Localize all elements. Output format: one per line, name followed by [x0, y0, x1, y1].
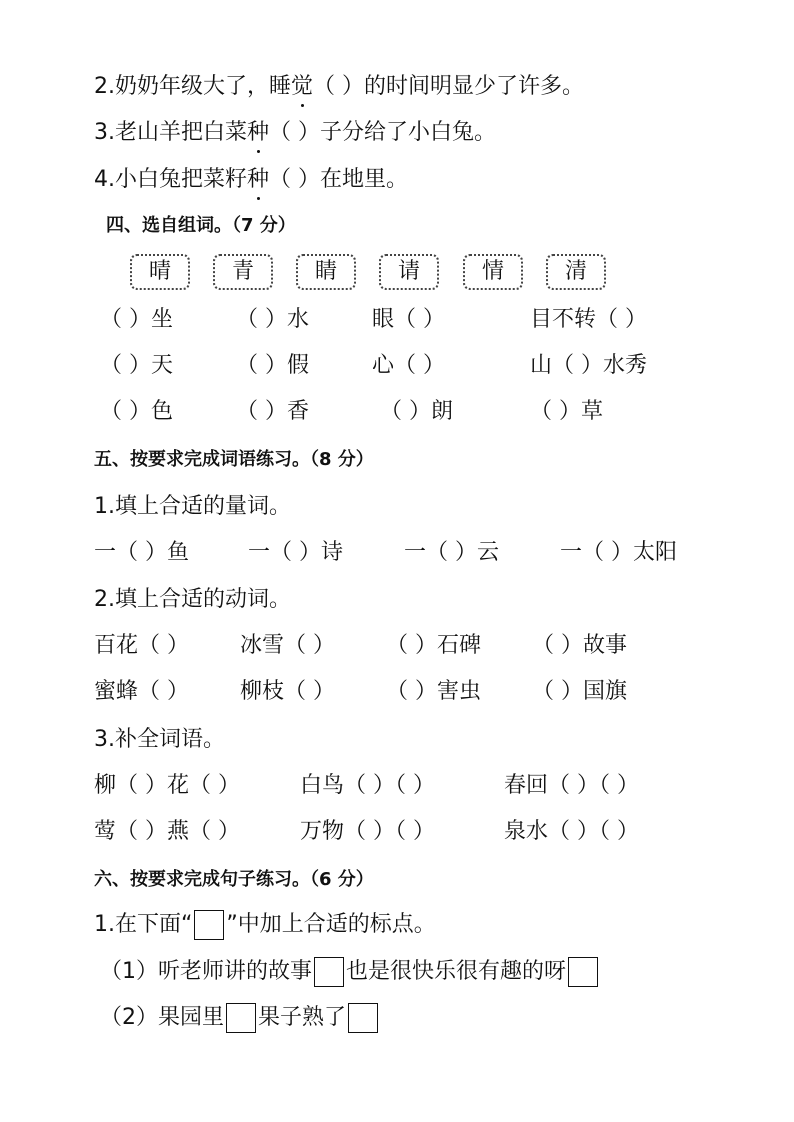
sub-question-1: 1.填上合适的量词。 [94, 494, 291, 519]
blank-item[interactable]: （ ）草 [530, 399, 603, 424]
blank-item[interactable]: 白鸟（ ）（ ） [300, 773, 435, 798]
blank-item[interactable]: 万物（ ）（ ） [300, 819, 435, 844]
blank-item[interactable]: （ ）假 [236, 353, 309, 378]
blank-item[interactable]: 莺（ ）燕（ ） [94, 819, 240, 844]
blank-item[interactable]: （ ）国旗 [532, 679, 627, 704]
section-6-title: 六、按要求完成句子练习。（6 分） [94, 869, 374, 890]
section-4-title: 四、选自组词。（7 分） [106, 215, 296, 236]
char-tile: 清 [546, 254, 606, 290]
sub-question-2: 2.填上合适的动词。 [94, 587, 291, 612]
blank-item[interactable]: （ ）害虫 [386, 679, 481, 704]
char-tile: 睛 [296, 254, 356, 290]
blank-item[interactable]: 一（ ）云 [404, 540, 499, 565]
q3-item-3: 3.老山羊把白菜种（ ）子分给了小白兔。 [94, 118, 496, 148]
char-tile: 晴 [130, 254, 190, 290]
sub-question-instruction: 1.在下面“ ”中加上合适的标点。 [94, 910, 436, 940]
blank-item[interactable]: 泉水（ ）（ ） [504, 819, 639, 844]
char-tile: 青 [213, 254, 273, 290]
blank-item[interactable]: 目不转（ ） [530, 307, 647, 332]
blank-item[interactable]: 百花（ ） [94, 633, 189, 658]
blank-item[interactable]: 一（ ）鱼 [94, 540, 189, 565]
q3-item-4: 4.小白兔把菜籽种（ ）在地里。 [94, 165, 408, 195]
blank-item[interactable]: 蜜蜂（ ） [94, 679, 189, 704]
blank-item[interactable]: 心（ ） [372, 353, 445, 378]
char-tile: 请 [379, 254, 439, 290]
blank-item[interactable]: （ ）水 [236, 307, 309, 332]
blank-item[interactable]: （ ）香 [236, 399, 309, 424]
blank-item[interactable]: 春回（ ）（ ） [504, 773, 639, 798]
blank-item[interactable]: （ ）坐 [100, 307, 173, 332]
sentence-1: （1）听老师讲的故事 也是很快乐很有趣的呀 [100, 957, 600, 987]
blank-item[interactable]: （ ）石碑 [386, 633, 481, 658]
blank-item[interactable]: 一（ ）诗 [248, 540, 343, 565]
answer-box[interactable] [348, 1003, 378, 1033]
blank-item[interactable]: 柳（ ）花（ ） [94, 773, 240, 798]
blank-item[interactable]: 冰雪（ ） [240, 633, 335, 658]
dotted-char: 觉 [291, 72, 313, 102]
answer-box[interactable] [194, 910, 224, 940]
blank-item[interactable]: 山（ ）水秀 [530, 353, 647, 378]
blank-item[interactable]: （ ）朗 [380, 399, 453, 424]
section-5-title: 五、按要求完成词语练习。（8 分） [94, 449, 374, 470]
answer-box[interactable] [314, 957, 344, 987]
blank-item[interactable]: （ ）天 [100, 353, 173, 378]
q3-item-2: 2.奶奶年级大了，睡觉（ ）的时间明显少了许多。 [94, 72, 584, 102]
blank-item[interactable]: （ ）色 [100, 399, 173, 424]
sub-question-3: 3.补全词语。 [94, 727, 225, 752]
answer-box[interactable] [568, 957, 598, 987]
dotted-char: 种 [247, 118, 269, 148]
sentence-2: （2）果园里 果子熟了 [100, 1003, 380, 1033]
blank-item[interactable]: 眼（ ） [372, 307, 445, 332]
blank-item[interactable]: （ ）故事 [532, 633, 627, 658]
answer-box[interactable] [226, 1003, 256, 1033]
blank-item[interactable]: 一（ ）太阳 [560, 540, 677, 565]
char-tile: 情 [463, 254, 523, 290]
blank-item[interactable]: 柳枝（ ） [240, 679, 335, 704]
dotted-char: 种 [247, 165, 269, 195]
